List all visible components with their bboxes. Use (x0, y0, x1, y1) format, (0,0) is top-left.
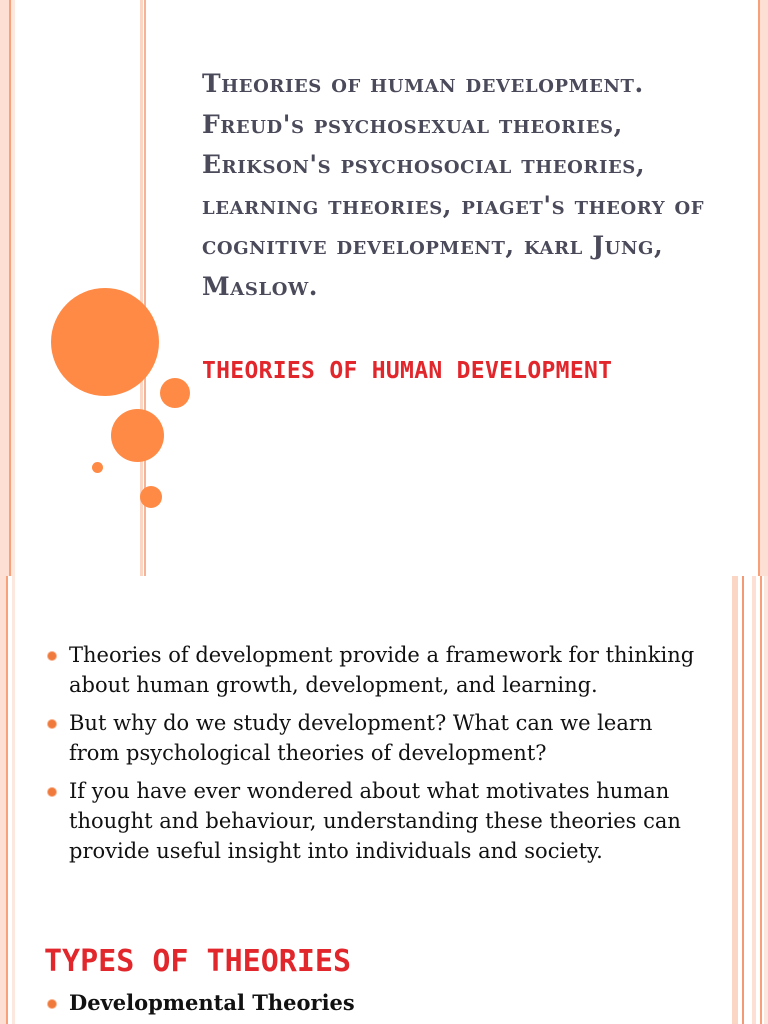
decorative-stripe (732, 576, 738, 1024)
list-item (44, 776, 704, 866)
decorative-stripe (758, 0, 760, 576)
decorative-stripe (11, 0, 15, 576)
decorative-stripe (12, 576, 15, 1024)
section-heading: TYPES OF THEORIES (44, 944, 352, 979)
decorative-circle-large (51, 288, 159, 396)
decorative-circle-small (160, 378, 190, 408)
bullet-dot-icon (47, 999, 57, 1009)
decorative-stripe (0, 0, 9, 576)
decorative-stripe (752, 576, 756, 1024)
decorative-stripe (742, 576, 744, 1024)
decorative-stripe (760, 576, 762, 1024)
decorative-circle-small (140, 486, 162, 508)
bullet-text: But why do we study development? What can we learn from psychological theories of development? (69, 711, 653, 765)
bullet-dot-icon (47, 719, 57, 729)
bullet-dot-icon (47, 787, 57, 797)
content-slide (0, 576, 768, 1024)
sub-bullet-text: Developmental Theories (69, 990, 355, 1015)
bullet-list (44, 640, 704, 874)
bullet-text: If you have ever wondered about what motivates human thought and behaviour, understanding these theories can provide useful insight into individuals and society. (69, 779, 681, 863)
decorative-circle-tiny (92, 462, 103, 473)
decorative-stripe (6, 576, 8, 1024)
bullet-dot-icon (47, 651, 57, 661)
bullet-text: Theories of development provide a framework for thinking about human growth, development, and learning. (69, 643, 695, 697)
list-item (44, 988, 355, 1018)
decorative-stripe (760, 0, 768, 576)
slide-subtitle: THEORIES OF HUMAN DEVELOPMENT (202, 358, 613, 384)
list-item (44, 708, 704, 768)
decorative-circle-medium (111, 409, 164, 462)
slide-title: Theories of human development. Freud's psychosexual theories, Erikson's psychosocial theories, learning theories, piaget's theory of cognitive development, karl Jung, Maslow. (202, 69, 705, 301)
list-item (44, 640, 704, 700)
decorative-stripe (764, 576, 768, 1024)
